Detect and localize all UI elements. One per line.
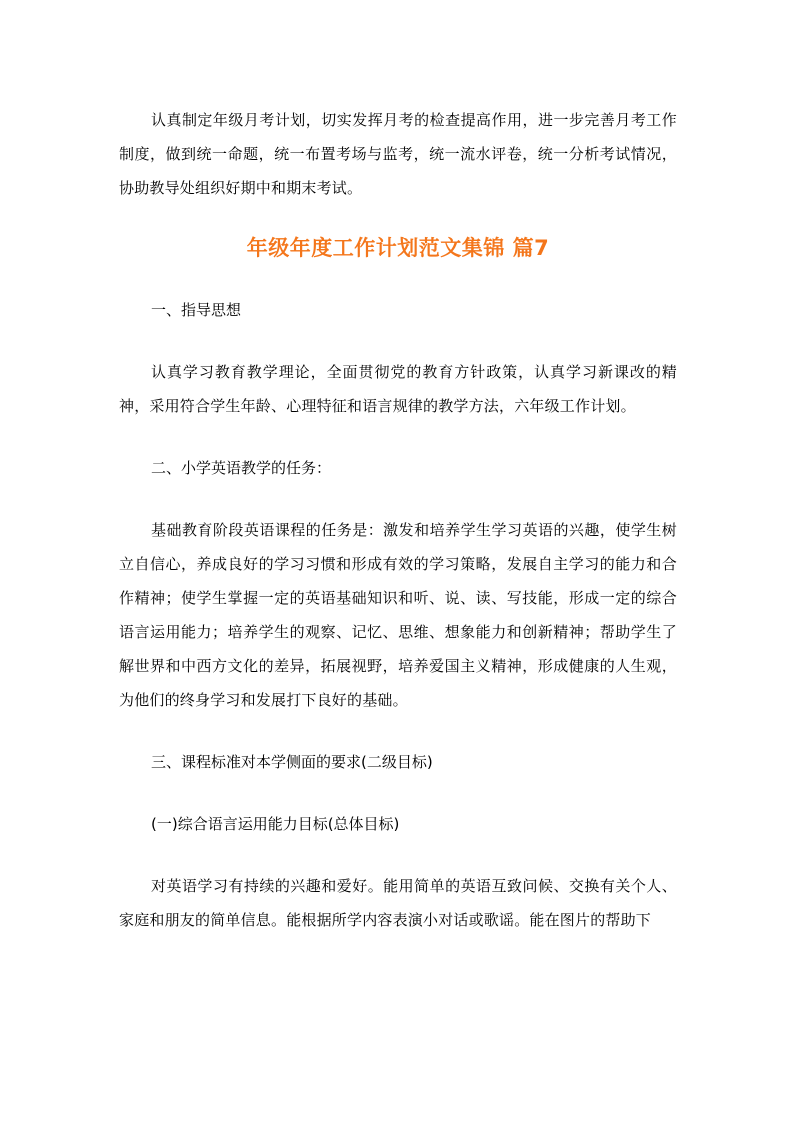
section2-heading: 二、小学英语教学的任务：: [151, 459, 332, 477]
section3-heading: 三、课程标准对本学侧面的要求(二级目标): [151, 753, 433, 771]
subsection1-heading: (一)综合语言运用能力目标(总体目标): [151, 815, 400, 833]
subsection1-paragraph: 对英语学习有持续的兴趣和爱好。能用简单的英语互致问候、交换有关个人、家庭和朋友的简单信息。能根据所学内容表演小对话或歌谣。能在图片的帮助下: [119, 877, 677, 929]
intro-paragraph: 认真制定年级月考计划，切实发挥月考的检查提高作用，进一步完善月考工作制度，做到统一命题，统一布置考场与监考，统一流水评卷，统一分析考试情况，协助教导处组织好期中和期末考试。: [119, 111, 677, 197]
document-body: [119, 103, 677, 937]
section1-heading: 一、指导思想: [151, 301, 242, 319]
document-title: 年级年度工作计划范文集锦 篇7: [246, 236, 550, 260]
section2-paragraph: 基础教育阶段英语课程的任务是：激发和培养学生学习英语的兴趣，使学生树立自信心，养成良好的学习习惯和形成有效的学习策略，发展自主学习的能力和合作精神；使学生掌握一定的英语基础知识和听、说、读、写技能，形成一定的综合语言运用能力；培养学生的观察、记忆、思维、想象能力和创新精神；帮助学生了解世界和中西方文化的差异，拓展视野，培养爱国主义精神，形成健康的人生观，为他们的终身学习和发展打下良好的基础。: [119, 521, 677, 709]
section1-paragraph: 认真学习教育教学理论，全面贯彻党的教育方针政策，认真学习新课改的精神，采用符合学生年龄、心理特征和语言规律的教学方法，六年级工作计划。: [119, 363, 677, 415]
